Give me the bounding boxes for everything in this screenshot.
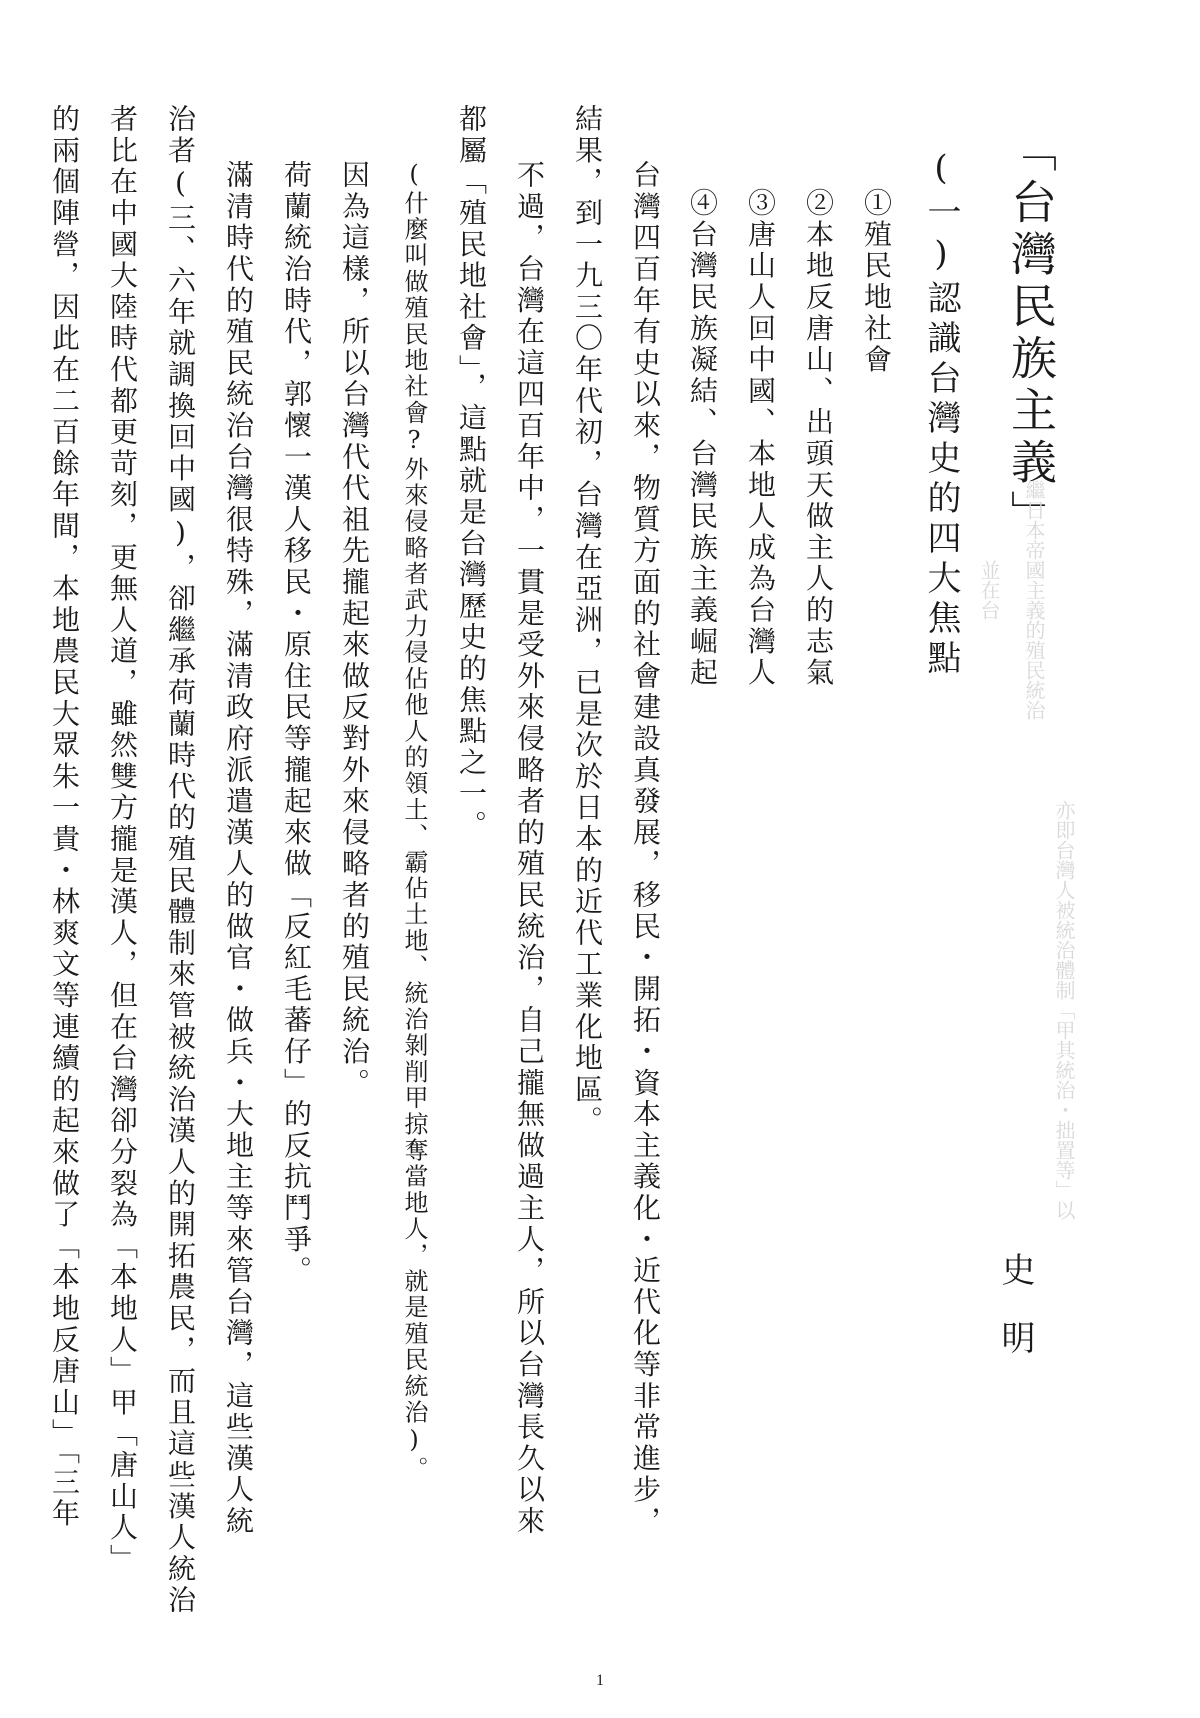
body-column: 滿清時代的殖民統治台灣很特殊，滿清政府派遣漢人的做官・做兵・大地主等來管台灣，這些漢人統 <box>222 160 255 1538</box>
focus-point: ②本地反唐山、出頭天做主人的志氣 <box>802 188 835 689</box>
bleed-through-text: 亦即台灣人被統治體制「甲其統治・拙置等」以 <box>1052 800 1076 1220</box>
bleed-through-text: 繼日本帝國主義的殖民統治 <box>1022 480 1046 720</box>
body-column: 治者(三、六年就調換回中國)，卻繼承荷蘭時代的殖民體制來管被統治漢人的開拓農民，而且這些漢人統治 <box>164 104 197 1617</box>
focus-point: ④台灣民族凝結、台灣民族主義崛起 <box>686 188 719 689</box>
focus-point: ①殖民地社會 <box>860 188 893 376</box>
body-column: 結果，到一九三〇年代初，台灣在亞洲，已是次於日本的近代工業化地區。 <box>571 104 604 1137</box>
body-column: 因為這樣，所以台灣代代祖先攏起來做反對外來侵略者的殖民統治。 <box>338 160 371 1099</box>
body-column: 台灣四百年有史以來，物質方面的社會建設真發展，移民・開拓・資本主義化・近代化等非常進步， <box>629 160 662 1538</box>
body-column: 都屬「殖民地社會」，這點就是台灣歷史的焦點之一。 <box>455 104 488 842</box>
body-column: 的兩個陣營，因此在二百餘年間，本地農民大眾朱一貴・林爽文等連續的起來做了「本地反唐山」「三年 <box>48 104 81 1530</box>
section-title: (一)認識台灣史的四大焦點 <box>921 148 961 680</box>
body-column: 荷蘭統治時代，郭懷一漢人移民・原住民等攏起來做「反紅毛蕃仔」的反抗鬥爭。 <box>280 160 313 1287</box>
author-name: 史 明 <box>995 1252 1035 1354</box>
body-column: 者比在中國大陸時代都更苛刻，更無人道，雖然雙方攏是漢人，但在台灣卻分裂為「本地人」甲「唐山人」 <box>106 104 139 1576</box>
note-column: (什麼叫做殖民地社會?外來侵略者武力侵佔他人的領土、霸佔土地、統治剝削甲掠奪當地人，就是殖民統治)。 <box>400 160 428 1482</box>
article-title: 「台灣民族主義」 <box>1004 126 1058 542</box>
page-number: 1 <box>596 1672 604 1689</box>
focus-point: ③唐山人回中國、本地人成為台灣人 <box>744 188 777 689</box>
body-column: 不過，台灣在這四百年中，一貫是受外來侵略者的殖民統治，自己攏無做過主人，所以台灣長久以來 <box>513 160 546 1538</box>
bleed-through-text: 並在台 <box>977 560 1001 620</box>
